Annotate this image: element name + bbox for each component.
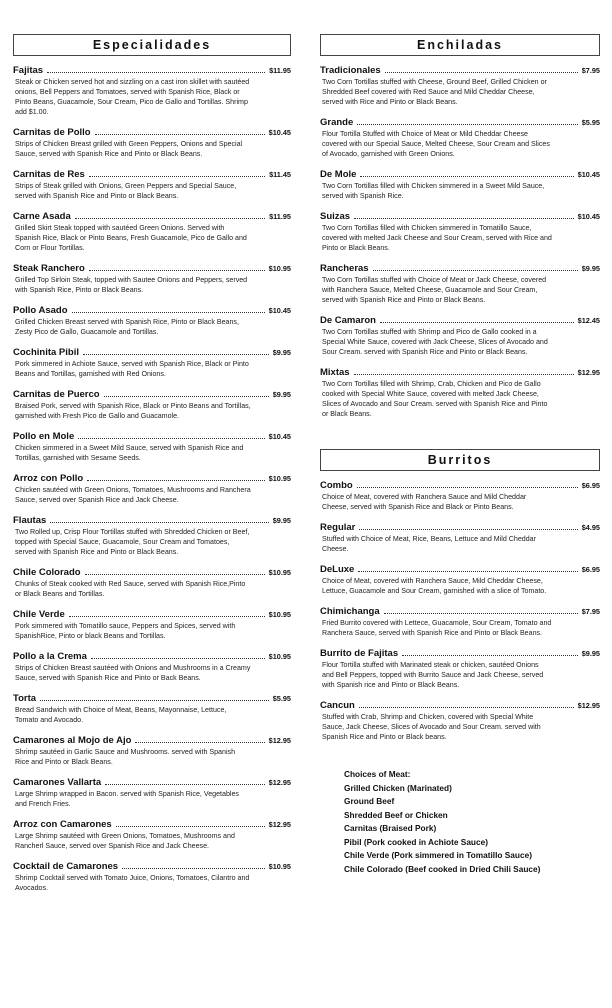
menu-item-heading [13, 693, 291, 704]
burritos-list [320, 480, 600, 742]
menu-item-price: $10.95 [268, 652, 291, 661]
menu-item [13, 693, 291, 725]
meat-choice: Chile Verde (Pork simmered in Tomatillo Sauce) [344, 850, 532, 860]
menu-item [320, 65, 600, 107]
menu-item-heading [13, 777, 291, 788]
menu-item-price: $10.45 [268, 432, 291, 441]
menu-item-heading [320, 606, 600, 617]
menu-item-heading [320, 367, 600, 378]
menu-item [320, 564, 600, 596]
dot-leader [85, 574, 265, 575]
menu-item [320, 263, 600, 305]
menu-item-description: Fried Burrito covered with Lettece, Guacamole, Sour Cream, Tomato and Ranchera Sauce, served with Spanish Rice and Pinto or Black Beans. [322, 619, 552, 637]
menu-item-name: Carnitas de Puerco [13, 389, 100, 400]
menu-item-heading [13, 389, 291, 400]
menu-item-description: Braised Pork, served with Spanish Rice, Black or Pinto Beans and Tortillas, garnished with Fresh Pico de Gallo and Guacamole. [15, 402, 251, 420]
dot-leader [354, 218, 574, 219]
meat-choice: Ground Beef [344, 796, 395, 806]
menu-item-description: Stuffed with Crab, Shrimp and Chicken, covered with Special White Sauce, Jack Cheese, Slices of Avocado and Sour Cream. served with Spanish Rice and Pinto or Black beans. [322, 713, 541, 741]
menu-item-name: Grande [320, 117, 354, 128]
menu-item-heading [320, 263, 600, 274]
meat-choice: Grilled Chicken (Marinated) [344, 782, 452, 793]
menu-item-price: $6.95 [581, 565, 600, 574]
menu-item-name: Carnitas de Res [13, 169, 85, 180]
menu-item-price: $5.95 [581, 118, 600, 127]
menu-item-name: Pollo a la Crema [13, 651, 87, 662]
menu-item-description: Shrimp Cocktail served with Tomato Juice, Onions, Tomatoes, Cilantro and Avocados. [15, 874, 250, 892]
menu-item [13, 651, 291, 683]
menu-item [320, 648, 600, 690]
menu-item-description: Pork simmered in Achiote Sauce, served with Spanish Rice, Black or Pinto Beans and Tortillas, garnished with Red Onions. [15, 360, 249, 378]
menu-item-description: Strips of Chicken Breast grilled with Green Peppers, Onions and Special Sauce, served with Spanish Rice and Pinto or Black Beans. [15, 140, 243, 158]
menu-item-heading [320, 700, 600, 711]
dot-leader [354, 374, 574, 375]
menu-item [13, 65, 291, 117]
menu-item-description: Chunks of Steak cooked with Red Sauce, served with Spanish Rice,Pinto or Black Beans and Tortillas. [15, 580, 246, 598]
menu-item [13, 127, 291, 159]
menu-item-price: $10.45 [577, 170, 600, 179]
menu-item-description: Two Corn Tortillas stuffed with Cheese, Ground Beef, Grilled Chicken or Shredded Beef covered with Red Sauce and Mild Cheddar Cheese, served with Rice and Pinto or Black Beans. [322, 78, 547, 106]
menu-item [320, 117, 600, 159]
menu-item-description: Pork simmered with Tomatillo sauce, Peppers and Spices, served with SpanishRice, Pinto or black Beans and Tortillas. [15, 622, 236, 640]
menu-item [13, 473, 291, 505]
enchiladas-header: Enchiladas [320, 34, 600, 56]
meat-choice: Chile Colorado (Beef cooked in Dried Chili Sauce) [344, 863, 541, 874]
dot-leader [69, 616, 265, 617]
menu-item-heading [13, 263, 291, 274]
especialidades-column [13, 34, 291, 903]
menu-item [13, 861, 291, 893]
menu-item-heading [320, 211, 600, 222]
menu-item-description: Flour Tortilla Stuffed with Choice of Meat or Mild Cheddar Cheese covered with our Special Sauce, Melted Cheese, Sour Cream and Slices of Avocado, garnished with Green Onions. [322, 130, 550, 158]
dot-leader [359, 707, 574, 708]
meat-choice: Carnitas (Braised Pork) [344, 823, 437, 833]
dot-leader [402, 655, 578, 656]
especialidades-list [13, 65, 291, 893]
menu-item-name: Camarones Vallarta [13, 777, 102, 788]
burritos-section [320, 449, 600, 742]
dot-leader [78, 438, 264, 439]
dot-leader [385, 72, 578, 73]
menu-item [13, 389, 291, 421]
menu-item [320, 211, 600, 253]
menu-item-description: Two Rolled up, Crisp Flour Tortillas stuffed with Shredded Chicken or Beef, topped with Special Sauce, Guacamole, Sour Cream and Tomatoes, served with Spanish Rice and Pinto or Black Beans. [15, 528, 250, 556]
menu-item-description: Grilled Chicken Breast served with Spanish Rice, Pinto or Black Beans, Zesty Pico de Gallo, Guacamole and Tortillas. [15, 318, 239, 336]
menu-item-heading [320, 169, 600, 180]
menu-item [320, 315, 600, 357]
menu-item-description: Two Corn Tortillas stuffed with Choice of Meat or Jack Cheese, covered with Ranchera Sauce, Melted Cheese, Guacamole and Sour Cream, served with Spanish Rice and Pinto or Black Beans. [322, 276, 547, 304]
menu-item-price: $11.95 [269, 212, 291, 221]
menu-item-name: Torta [13, 693, 37, 704]
menu-item-heading [320, 564, 600, 575]
menu-item-description: Grilled Skirt Steak topped with sautéed Green Onions. Served with Spanish Rice, Black or Pinto Beans, Fresh Guacamole, Pico de Gallo and Corn or Flour Tortillas. [15, 224, 247, 252]
menu-item [13, 263, 291, 295]
dot-leader [122, 868, 265, 869]
menu-item [320, 700, 600, 742]
menu-item [13, 777, 291, 809]
menu-item-description: Two Corn Tortillas filled with Shrimp, Crab, Chicken and Pico de Gallo cooked with Special White Sauce, covered with melted Jack Cheese, Slices of Avocado and Sour Cream. served with Spanish Rice and Pinto or Black Beans. [322, 380, 548, 418]
meat-choices [320, 768, 600, 876]
menu-item-name: Carne Asada [13, 211, 71, 222]
dot-leader [105, 784, 264, 785]
menu-item-heading [320, 480, 600, 491]
dot-leader [357, 487, 578, 488]
menu-item-name: Mixtas [320, 367, 350, 378]
menu-item-name: DeLuxe [320, 564, 355, 575]
menu-item-heading [320, 65, 600, 76]
dot-leader [373, 270, 578, 271]
meat-choices-title: Choices of Meat: [344, 769, 411, 779]
dot-leader [72, 312, 265, 313]
menu-item-heading [320, 315, 600, 326]
menu-item [320, 367, 600, 419]
menu-item [13, 431, 291, 463]
menu-item-description: Two Corn Tortillas filled with Chicken simmered in a Sweet Mild Sauce, served with Spanish Rice. [322, 182, 545, 200]
menu-item-description: Chicken sautéed with Green Onions, Tomatoes, Mushrooms and Ranchera Sauce, served over Spanish Rice and Jack Cheese. [15, 486, 251, 504]
menu-item-price: $11.45 [269, 170, 291, 179]
dot-leader [104, 396, 269, 397]
menu-item-name: De Camaron [320, 315, 376, 326]
dot-leader [40, 700, 269, 701]
menu-item-description: Steak or Chicken served hot and sizzling on a cast iron skillet with sautéed onions, Bell Peppers and Tomatoes, served with Spanish Rice, Black or Pinto Beans, Guacamole, Sour Cream, Pico de Gallo and Tortillas. Shrimp add $1.00. [15, 78, 250, 116]
menu-item [320, 522, 600, 554]
menu-item [13, 211, 291, 253]
menu-item-price: $10.45 [577, 212, 600, 221]
right-column [320, 34, 600, 876]
menu-item-price: $9.95 [581, 649, 600, 658]
menu-item-name: Chile Verde [13, 609, 65, 620]
burritos-header: Burritos [320, 449, 600, 471]
menu-item-heading [13, 211, 291, 222]
menu-item-price: $6.95 [581, 481, 600, 490]
menu-item-heading [13, 609, 291, 620]
menu-item-price: $12.95 [268, 736, 291, 745]
dot-leader [116, 826, 265, 827]
menu-item-heading [13, 735, 291, 746]
dot-leader [359, 529, 577, 530]
dot-leader [89, 270, 265, 271]
menu-item-heading [320, 648, 600, 659]
menu-item-price: $5.95 [272, 694, 291, 703]
menu-item-price: $10.95 [268, 264, 291, 273]
menu-item-heading [13, 431, 291, 442]
menu-item-name: De Mole [320, 169, 357, 180]
menu-item-description: Large Shrimp wrapped in Bacon. served with Spanish Rice, Vegetables and French Fries. [15, 790, 239, 808]
menu-item-name: Rancheras [320, 263, 369, 274]
menu-item-name: Carnitas de Pollo [13, 127, 91, 138]
dot-leader [50, 522, 268, 523]
menu-item-name: Burrito de Fajitas [320, 648, 399, 659]
menu-item-heading [13, 473, 291, 484]
menu-item-name: Combo [320, 480, 353, 491]
menu-item-description: Strips of Chicken Breast sautéed with Onions and Mushrooms in a Creamy Sauce, served with Spanish Rice and Pinto or Back Beans. [15, 664, 251, 682]
dot-leader [384, 613, 578, 614]
menu-item [13, 735, 291, 767]
menu-item-price: $10.95 [268, 474, 291, 483]
menu-item-price: $10.45 [268, 128, 291, 137]
menu-item-price: $12.95 [268, 820, 291, 829]
menu-item-description: Flour Tortilla stuffed with Marinated steak or chicken, sautéed Onions and Bell Peppers, topped with Burrito Sauce and Jack Cheese, served with Spanish rice and Pinto or Black Beans. [322, 661, 544, 689]
menu-item-heading [13, 65, 291, 76]
menu-item-price: $12.45 [577, 316, 600, 325]
dot-leader [135, 742, 264, 743]
menu-item-name: Steak Ranchero [13, 263, 85, 274]
menu-item-price: $9.95 [272, 516, 291, 525]
dot-leader [380, 322, 574, 323]
menu-item-price: $12.95 [268, 778, 291, 787]
dot-leader [360, 176, 573, 177]
menu-item-description: Grilled Top Sirloin Steak, topped with Sautee Onions and Peppers, served with Spanish Rice, Pinto or Black Beans. [15, 276, 248, 294]
menu-item-price: $9.95 [581, 264, 600, 273]
menu-item-price: $10.95 [268, 862, 291, 871]
menu-item-description: Two Corn Tortillas stuffed with Shrimp and Pico de Gallo cooked in a Special White Sauce, covered with Jack Cheese, Slices of Avocado and Sour Cream. served with Spanish Rice and Pinto or Black Beans. [322, 328, 548, 356]
menu-item-name: Suizas [320, 211, 351, 222]
menu-item-name: Flautas [13, 515, 47, 526]
menu-item-name: Cochinita Pibil [13, 347, 79, 358]
menu-item-name: Arroz con Pollo [13, 473, 84, 484]
menu-item-price: $10.95 [268, 568, 291, 577]
menu-item-heading [13, 305, 291, 316]
dot-leader [357, 124, 577, 125]
menu-item-description: Two Corn Tortillas filled with Chicken simmered in Tomatillo Sauce, covered with melted Jack Cheese and Sour Cream, served with Rice and Pinto or Black Beans. [322, 224, 552, 252]
menu-item-price: $7.95 [581, 607, 600, 616]
menu-item-heading [320, 522, 600, 533]
menu-item-price: $12.95 [577, 368, 600, 377]
menu-item-heading [320, 117, 600, 128]
menu-item-name: Chimichanga [320, 606, 380, 617]
menu-item-heading [13, 347, 291, 358]
menu-item-name: Tradicionales [320, 65, 381, 76]
menu-item-name: Regular [320, 522, 356, 533]
menu-item-price: $7.95 [581, 66, 600, 75]
menu-item-price: $12.95 [577, 701, 600, 710]
menu-item [13, 567, 291, 599]
especialidades-header: Especialidades [13, 34, 291, 56]
menu-item-name: Pollo en Mole [13, 431, 75, 442]
menu-item-price: $9.95 [272, 390, 291, 399]
dot-leader [75, 218, 265, 219]
dot-leader [91, 658, 265, 659]
menu-item [13, 169, 291, 201]
menu-item [13, 819, 291, 851]
menu-item-name: Camarones al Mojo de Ajo [13, 735, 132, 746]
menu-item-name: Chile Colorado [13, 567, 81, 578]
dot-leader [47, 72, 265, 73]
menu-item-heading [13, 567, 291, 578]
menu-item-heading [13, 127, 291, 138]
menu-item-description: Choice of Meat, covered with Ranchera Sauce and Mild Cheddar Cheese, served with Spanish Rice and Black or Pinto Beans. [322, 493, 527, 511]
menu-item-description: Bread Sandwich with Choice of Meat, Beans, Mayonnaise, Lettuce, Tomato and Avocado. [15, 706, 227, 724]
menu-item-heading [13, 169, 291, 180]
menu-item [320, 480, 600, 512]
meat-choice: Shredded Beef or Chicken [344, 809, 448, 820]
menu-item-description: Large Shrimp sautéed with Green Onions, Tomatoes, Mushrooms and Rancherl Sauce, served over Spanish Rice and Jack Cheese. [15, 832, 235, 850]
menu-item [13, 347, 291, 379]
menu-item-heading [13, 651, 291, 662]
menu-item-name: Cancun [320, 700, 355, 711]
menu-item-heading [13, 861, 291, 872]
menu-item-price: $10.45 [268, 306, 291, 315]
menu-item-description: Chicken simmered in a Sweet Mild Sauce, served with Spanish Rice and Tortillas, garnished with Sesame Seeds. [15, 444, 244, 462]
meat-choice: Pibil (Pork cooked in Achiote Sauce) [344, 836, 488, 847]
meat-choices-list [344, 782, 600, 877]
menu-item-name: Arroz con Camarones [13, 819, 112, 830]
menu-item [13, 609, 291, 641]
menu-item-description: Strips of Steak grilled with Onions, Green Peppers and Special Sauce, served with Spanish Rice and Pinto or Black Beans. [15, 182, 237, 200]
menu-item [320, 606, 600, 638]
menu-item-description: Stuffed with Choice of Meat, Rice, Beans, Lettuce and Mild Cheddar Cheese. [322, 535, 536, 553]
menu-item-heading [13, 515, 291, 526]
dot-leader [83, 354, 269, 355]
menu-item [13, 305, 291, 337]
dot-leader [87, 480, 264, 481]
menu-item-price: $9.95 [272, 348, 291, 357]
menu-item-heading [13, 819, 291, 830]
menu-item-name: Cocktail de Camarones [13, 861, 119, 872]
menu-item-description: Choice of Meat, covered with Ranchera Sauce, Mild Cheddar Cheese, Lettuce, Guacamole and Sour Cream, garnished with a slice of Tomato. [322, 577, 547, 595]
enchiladas-list [320, 65, 600, 419]
dot-leader [95, 134, 265, 135]
menu-item [320, 169, 600, 201]
menu-item-name: Pollo Asado [13, 305, 68, 316]
menu-item-price: $4.95 [581, 523, 600, 532]
menu-item-name: Fajitas [13, 65, 44, 76]
menu-item-price: $11.95 [269, 66, 291, 75]
menu-item-description: Shrimp sautéed in Garlic Sauce and Mushrooms. served with Spanish Rice and Pinto or Black Beans. [15, 748, 236, 766]
dot-leader [358, 571, 577, 572]
dot-leader [89, 176, 265, 177]
menu-item [13, 515, 291, 557]
menu-item-price: $10.95 [268, 610, 291, 619]
